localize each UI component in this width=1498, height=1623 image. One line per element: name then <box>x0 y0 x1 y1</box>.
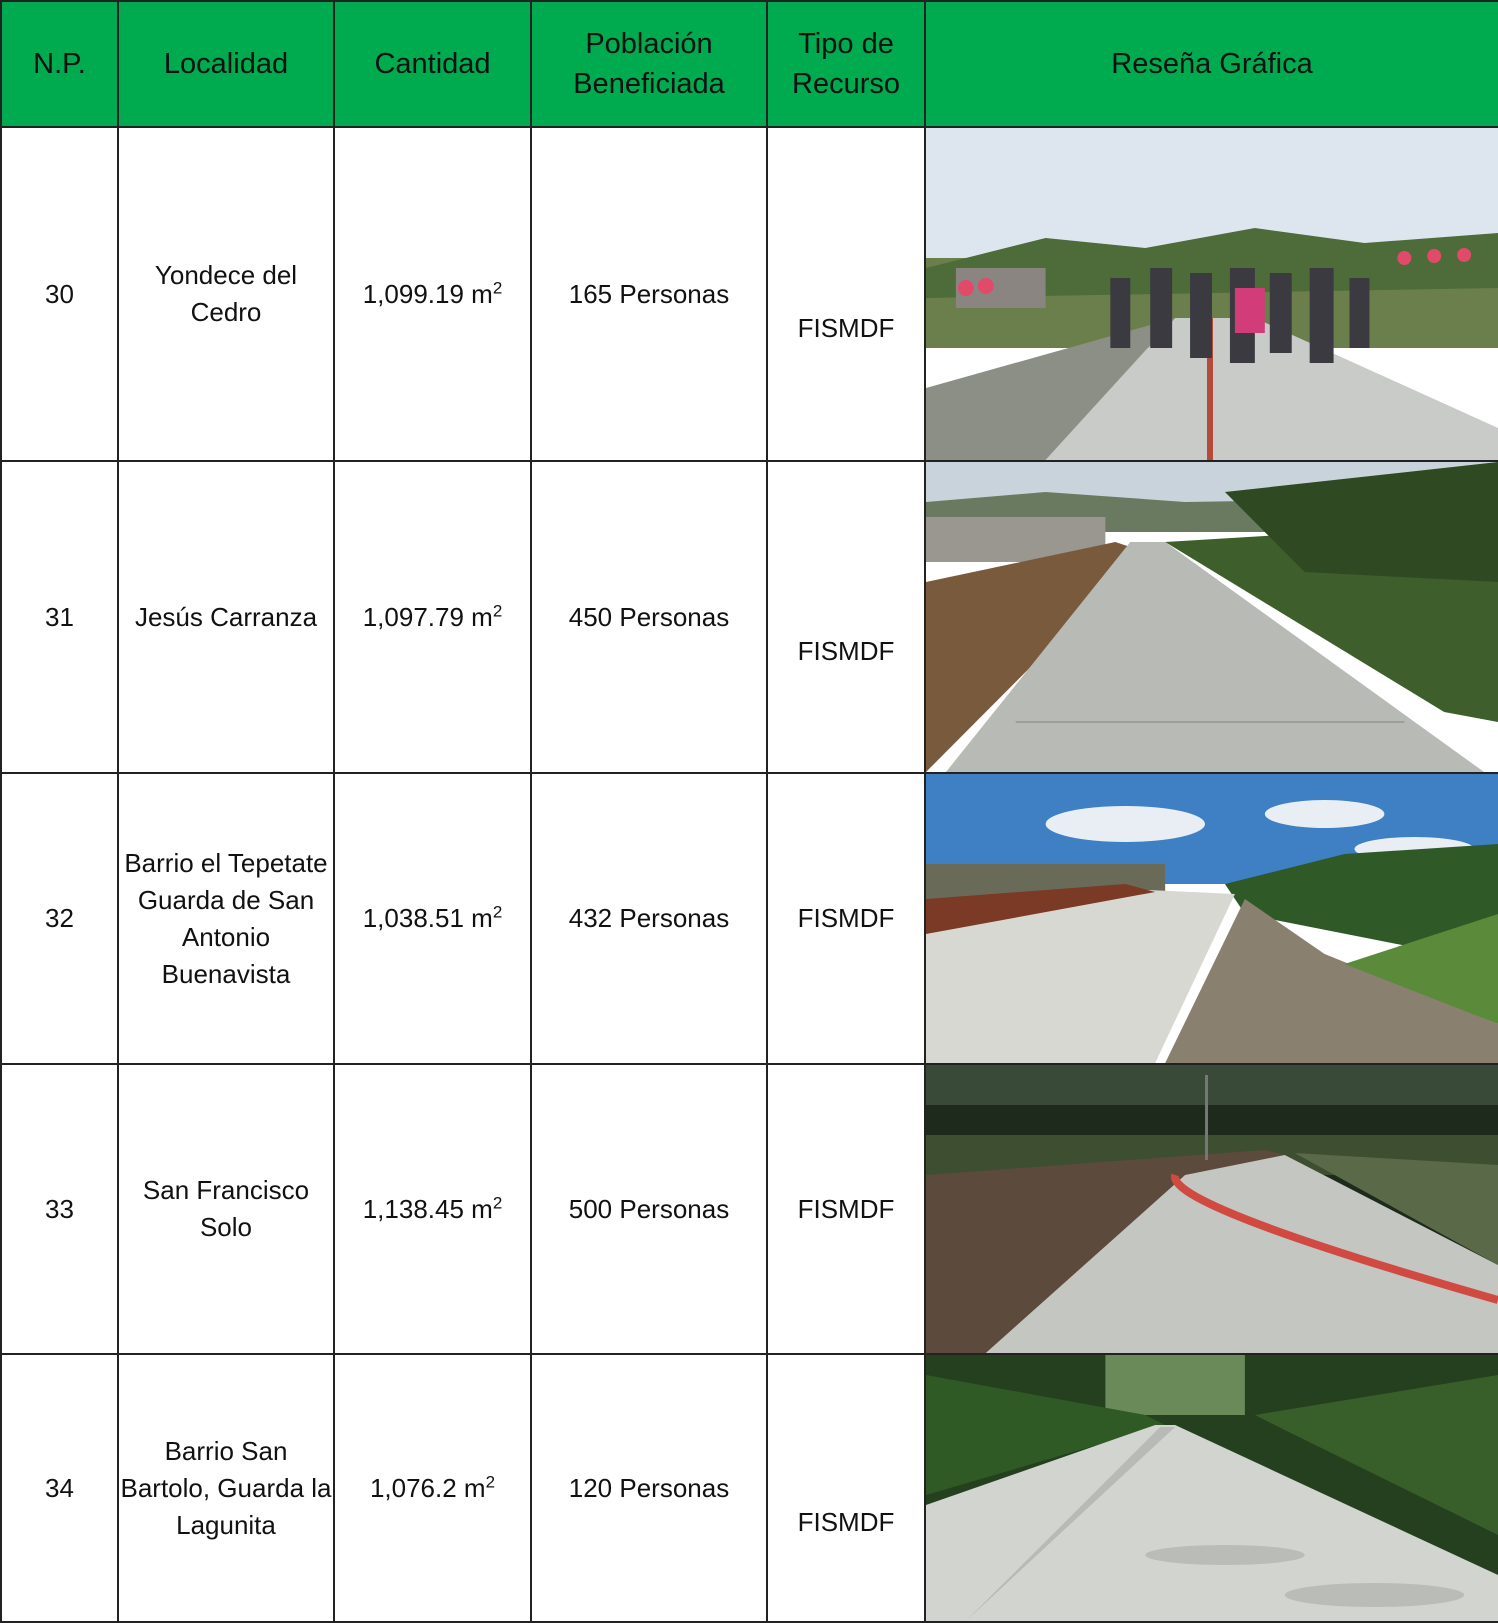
table-row <box>1 1354 1498 1622</box>
cell-localidad: Jesús Carranza <box>118 461 334 773</box>
cell-photo <box>925 1064 1498 1354</box>
straight-concrete-road-photo <box>926 462 1498 772</box>
cantidad-value: 1,138.45 m <box>362 1193 493 1224</box>
unit-superscript: 2 <box>492 277 503 297</box>
cantidad-value: 1,076.2 m <box>369 1472 486 1503</box>
header-np: N.P. <box>1 1 118 127</box>
cell-cantidad <box>334 773 531 1064</box>
table-row <box>1 127 1498 461</box>
cell-localidad: San Francisco Solo <box>118 1064 334 1354</box>
unit-superscript: 2 <box>492 902 503 922</box>
cell-np: 34 <box>1 1354 118 1622</box>
cell-np: 30 <box>1 127 118 461</box>
header-cantidad: Cantidad <box>334 1 531 127</box>
cell-poblacion: 432 Personas <box>531 773 767 1064</box>
unit-superscript: 2 <box>485 1471 496 1491</box>
tipo-value: FISMDF <box>797 1506 895 1537</box>
cantidad-value: 1,038.51 m <box>362 903 493 933</box>
cell-cantidad <box>334 1064 531 1354</box>
people-walking-on-new-concrete-road-photo <box>926 128 1498 460</box>
tipo-value: FISMDF <box>797 312 895 343</box>
cell-tipo: FISMDF <box>767 1064 925 1354</box>
unit-superscript: 2 <box>492 1192 503 1212</box>
concrete-road-red-stripe-photo <box>926 1065 1498 1353</box>
cell-localidad: Barrio el Tepetate Guarda de San Antonio Buenavista <box>118 773 334 1064</box>
header-row <box>1 1 1498 127</box>
table-row <box>1 461 1498 773</box>
cell-np: 31 <box>1 461 118 773</box>
cell-photo <box>925 1354 1498 1622</box>
cell-photo <box>925 773 1498 1064</box>
cell-cantidad <box>334 461 531 773</box>
cell-tipo <box>767 127 925 461</box>
cell-photo <box>925 461 1498 773</box>
table-row <box>1 1064 1498 1354</box>
cell-poblacion: 120 Personas <box>531 1354 767 1622</box>
cell-np: 33 <box>1 1064 118 1354</box>
tipo-value: FISMDF <box>797 635 895 666</box>
cell-cantidad <box>334 1354 531 1622</box>
cell-localidad: Barrio San Bartolo, Guarda la Lagunita <box>118 1354 334 1622</box>
header-poblacion: Población Beneficiada <box>531 1 767 127</box>
forest-concrete-road-photo <box>926 1355 1498 1621</box>
cantidad-value: 1,097.79 m <box>362 601 493 632</box>
table-row <box>1 773 1498 1064</box>
header-localidad: Localidad <box>118 1 334 127</box>
cell-tipo <box>767 461 925 773</box>
cantidad-value: 1,099.19 m <box>362 278 493 309</box>
cell-poblacion: 165 Personas <box>531 127 767 461</box>
cell-photo <box>925 127 1498 461</box>
cell-tipo: FISMDF <box>767 773 925 1064</box>
cell-localidad: Yondece del Cedro <box>118 127 334 461</box>
cell-cantidad <box>334 127 531 461</box>
cell-poblacion: 450 Personas <box>531 461 767 773</box>
cell-np: 32 <box>1 773 118 1064</box>
curving-concrete-road-hills-photo <box>926 774 1498 1063</box>
cell-poblacion: 500 Personas <box>531 1064 767 1354</box>
unit-superscript: 2 <box>492 600 503 620</box>
header-resena: Reseña Gráfica <box>925 1 1498 127</box>
cell-tipo <box>767 1354 925 1622</box>
header-tipo: Tipo de Recurso <box>767 1 925 127</box>
